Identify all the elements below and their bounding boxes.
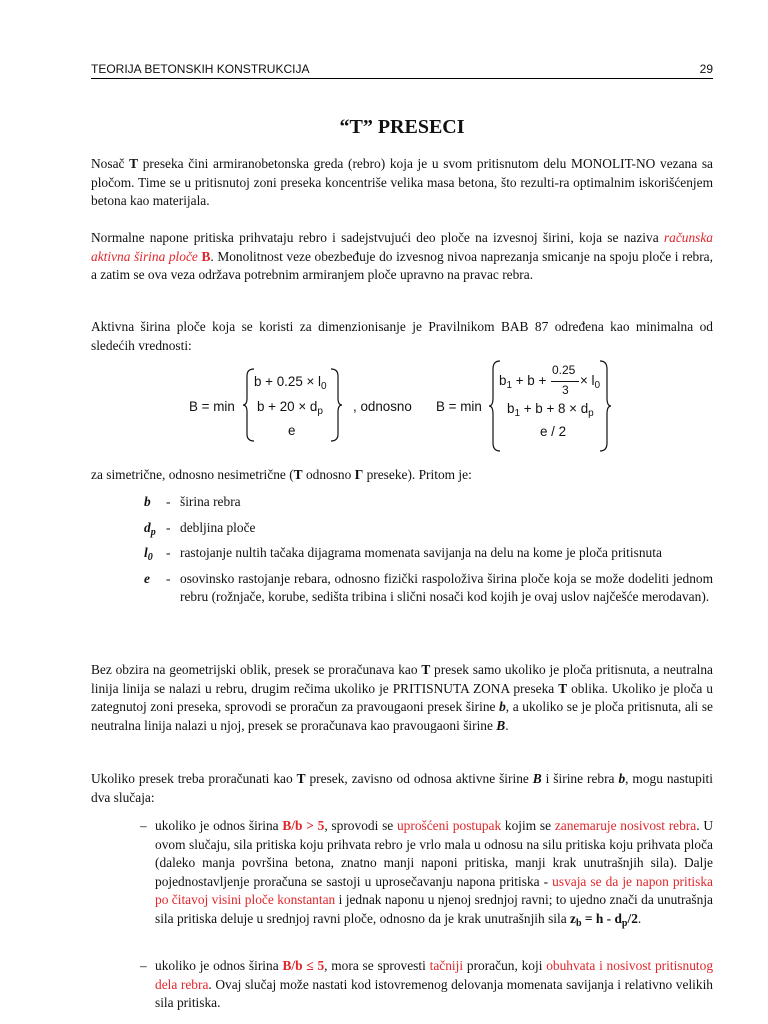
formula-left-line-2 xyxy=(257,399,323,417)
subscript: 0 xyxy=(321,381,327,392)
definition-text: debljina ploče xyxy=(180,519,256,535)
text-bold: T xyxy=(421,662,431,677)
subscript: 1 xyxy=(506,380,513,391)
fraction-bar xyxy=(551,381,579,382)
bullet-text xyxy=(155,817,713,933)
highlighted-symbol: B xyxy=(201,248,211,264)
definition-symbol xyxy=(144,493,151,517)
text-bold-italic: b xyxy=(618,771,626,786)
paragraph-2 xyxy=(91,229,713,285)
subscript: 0 xyxy=(147,552,153,563)
definition-item xyxy=(144,544,713,563)
definition-text: osovinsko rastojanje rebara, odnosno fizički raspoloživa širina ploče koja se može dodeliti jednom rebru (rožnjače, korube, sedišta tribina i slični nosači kod kojih je ovaj uslov najčešće merodavan). xyxy=(180,570,713,604)
formula-right-line-1-tail xyxy=(580,373,600,391)
highlighted-term: računska aktivna širina ploče xyxy=(91,230,713,264)
definition-dash: - xyxy=(166,519,171,535)
highlighted-condition: B/b ≤ 5 xyxy=(282,958,325,973)
formula-right-line-2 xyxy=(507,401,594,419)
text: + b + xyxy=(512,373,547,388)
paragraph-6 xyxy=(91,770,713,807)
text: Bez obzira na geometrijski oblik, presek se proračunava kao xyxy=(91,662,422,677)
text: za simetrične, odnosno nesimetrične ( xyxy=(91,467,294,482)
formula-right-line-3: e / 2 xyxy=(540,424,567,439)
highlighted-condition: B/b > 5 xyxy=(282,818,325,833)
text: b xyxy=(144,494,151,509)
text: odnosno xyxy=(302,467,355,482)
text-bold: T xyxy=(293,467,303,482)
paragraph-4 xyxy=(91,466,713,485)
definition-list xyxy=(144,493,713,614)
text: . xyxy=(637,910,642,926)
highlighted-term: uprošćeni postupak xyxy=(396,818,502,833)
page-number: 29 xyxy=(699,62,713,76)
text: . Monolitnost veze obezbeđuje do izvesnog nivoa naprezanja smicanje na spoju ploče i rebra, a zatim se ova veza održava potrebnim armiranjem ploče upravno na pravac rebra. xyxy=(91,248,713,282)
text: + b + 8 × d xyxy=(520,401,589,416)
text: i jednak naponu u njenoj srednjoj ravni; to ujedno znači da unutrašnja sila pritiska deluje u srednjoj ravni ploče, odnosno da je krak unutrašnjih sila xyxy=(155,892,713,926)
text: l xyxy=(144,545,148,560)
text: d xyxy=(144,519,151,535)
text: b xyxy=(507,401,515,416)
subscript: p xyxy=(317,406,323,417)
right-brace-icon xyxy=(329,368,343,442)
text-bold: T xyxy=(558,680,568,696)
paragraph-5 xyxy=(91,661,713,735)
definition-symbol xyxy=(144,570,150,594)
text: preseke). Pritom je: xyxy=(363,467,472,482)
formula-separator: , odnosno xyxy=(353,399,412,414)
formula-left-lhs: B = min xyxy=(189,399,235,414)
header-title: TEORIJA BETONSKIH KONSTRUKCIJA xyxy=(91,62,310,76)
definition-dash: - xyxy=(166,570,171,586)
formula-left-line-3: e xyxy=(288,423,296,438)
text: . Ovaj slučaj može nastati kod istovremenog delovanja momenata savijanja i relativno velikih sila pritiska. xyxy=(155,976,713,1010)
text: Normalne napone pritiska prihvataju rebro i sadejstvujući deo ploče na izvesnoj širini, koja se naziva xyxy=(91,230,664,245)
bullet-dash: – xyxy=(140,818,147,833)
text: preseka čini armiranobetonska greda (rebro) koja je u svom pritisnutom delu MONOLIT-NO vezana sa pločom. Time se u pritisnutoj zoni preseka koncentriše velika masa betona, što rezulti-ra optimalnim iskorišćenjem betona kao materijala. xyxy=(91,156,713,208)
text-bold: Γ xyxy=(354,467,364,482)
formula-inline xyxy=(570,910,638,929)
definition-item xyxy=(144,519,713,538)
text-bold-italic: b xyxy=(499,699,506,714)
definition-item xyxy=(144,570,713,607)
text: oblika. Ukoliko je ploča u zategnutoj zoni preseka, sprovodi se proračun za pravougaoni presek širine xyxy=(91,680,713,714)
highlighted-term: usvaja se da je napon pritiska po čitavoj visini ploče konstantan xyxy=(155,873,713,907)
text: kojim se xyxy=(501,818,555,833)
bullet-dash: – xyxy=(140,958,147,973)
text: /2 xyxy=(627,910,638,926)
left-brace-icon xyxy=(488,360,502,452)
text: b + 0.25 × l xyxy=(254,374,322,389)
formula-right-line-1 xyxy=(499,373,546,391)
definition-symbol xyxy=(144,519,156,543)
text: presek samo ukoliko je ploča pritisnuta, a neutralna linija linija se nalazi u rebru, drugim rečima ukoliko je PRITISNUTA ZONA preseka xyxy=(91,662,713,696)
paragraph-1 xyxy=(91,155,713,211)
bullet-text xyxy=(155,957,713,1013)
section-title: “T” PRESECI xyxy=(339,116,465,138)
subscript: 0 xyxy=(594,380,601,391)
subscript: p xyxy=(150,526,156,538)
paragraph-3: Aktivna širina ploče koja se koristi za dimenzionisanje je Pravilnikom BAB 87 određena kao minimalna od sledećih vrednosti: xyxy=(91,319,713,353)
text: proračun, koji xyxy=(463,958,547,973)
text: i širine rebra xyxy=(541,771,619,786)
text: b xyxy=(499,373,507,388)
text: . U ovom slučaju, sila pritiska koju prihvata rebro je vrlo mala u odnosu na silu pritiska koju prihvata ploča (daleko manja površina betona, znatno manji naponi pritiska, manji krak unutrašnjih sila). Dalje pojednostavljenje proračuna se sastoji u uprosečavanju napona pritiska - xyxy=(155,818,713,889)
text: . xyxy=(505,717,509,733)
right-brace-icon xyxy=(598,360,612,452)
text-bold-italic: B xyxy=(496,717,506,733)
subscript: p xyxy=(588,408,594,419)
bullet-item-2 xyxy=(140,957,713,1013)
text: z xyxy=(570,910,576,926)
subscript: b xyxy=(575,917,582,929)
text: ukoliko je odnos širina xyxy=(155,818,283,833)
text-bold-italic: B xyxy=(532,771,542,786)
formula-right-lhs: B = min xyxy=(436,399,482,414)
definition-dash: - xyxy=(166,494,171,509)
definition-symbol xyxy=(144,544,153,568)
text-bold: T xyxy=(296,771,306,786)
definition-dash: - xyxy=(166,545,171,560)
running-header xyxy=(91,62,713,79)
text-bold: T xyxy=(129,156,139,171)
text: , sprovodi se xyxy=(324,818,397,833)
formula-left-line-1 xyxy=(254,374,327,392)
text: e xyxy=(144,570,150,586)
text: , a ukoliko se je ploča pritisnuta, ali se neutralna linija nalazi u njoj, presek se proračunava kao pravougaoni širine xyxy=(91,699,714,733)
text: b + 20 × d xyxy=(257,399,318,414)
definition-text: rastojanje nultih tačaka dijagrama momenata savijanja na delu na kome je ploča pritisnuta xyxy=(180,545,662,560)
text: , mora se sprovesti xyxy=(324,958,430,973)
text: = h - d xyxy=(581,910,622,926)
text: × l xyxy=(580,373,595,388)
text: , mogu nastupiti dva slučaja: xyxy=(91,771,713,805)
text: Ukoliko presek treba proračunati kao xyxy=(91,771,297,786)
fraction-numerator: 0.25 xyxy=(552,363,576,377)
definition-text: širina rebra xyxy=(180,494,241,509)
highlighted-term: obuhvata i nosivost pritisnutog dela rebra xyxy=(155,958,714,992)
subscript: 1 xyxy=(514,408,521,419)
left-brace-icon xyxy=(242,368,256,442)
subscript: p xyxy=(621,917,628,929)
bullet-item-1 xyxy=(140,817,713,933)
text: ukoliko je odnos širina xyxy=(155,958,283,973)
text: presek, zavisno od odnosa aktivne širine xyxy=(305,771,533,786)
fraction-denominator: 3 xyxy=(562,383,569,397)
text: Nosač xyxy=(91,156,130,171)
highlighted-term: zanemaruje nosivost rebra xyxy=(554,818,697,833)
highlighted-term: tačniji xyxy=(429,958,464,973)
definition-item xyxy=(144,493,713,512)
